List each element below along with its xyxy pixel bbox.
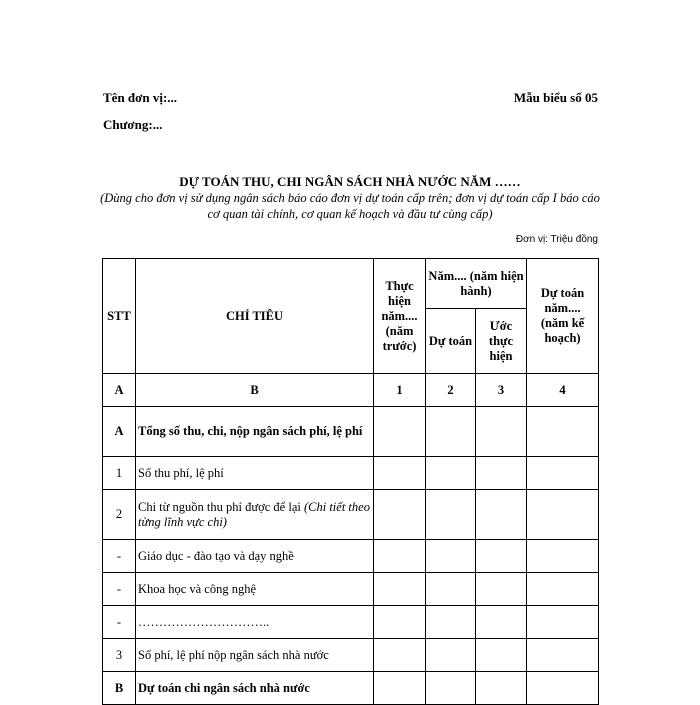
value-cell[interactable]	[426, 639, 476, 672]
value-cell[interactable]	[374, 407, 426, 457]
col-code: 2	[426, 374, 476, 407]
unit-name-label: Tên đơn vị:...	[103, 90, 178, 105]
value-cell[interactable]	[476, 407, 527, 457]
table-row	[103, 540, 599, 573]
row-label	[136, 490, 374, 540]
value-cell[interactable]	[426, 606, 476, 639]
header-prev-year: Thực hiện năm.... (năm trước)	[374, 259, 426, 374]
value-cell[interactable]	[527, 407, 599, 457]
col-code: A	[103, 374, 136, 407]
value-cell[interactable]	[374, 457, 426, 490]
value-cell[interactable]	[426, 573, 476, 606]
currency-unit-label: Đơn vị: Triệu đồng	[515, 234, 598, 245]
row-stt: A	[103, 407, 136, 457]
table-header-row	[103, 259, 599, 309]
row-stt: 3	[103, 639, 136, 672]
value-cell[interactable]	[374, 639, 426, 672]
value-cell[interactable]	[426, 540, 476, 573]
row-label: Dự toán chi ngân sách nhà nước	[136, 672, 374, 705]
table-row	[103, 457, 599, 490]
value-cell[interactable]	[527, 639, 599, 672]
value-cell[interactable]	[476, 606, 527, 639]
value-cell[interactable]	[374, 490, 426, 540]
value-cell[interactable]	[476, 540, 527, 573]
row-label: Tổng số thu, chi, nộp ngân sách phí, lệ phí	[136, 407, 374, 457]
row-stt: -	[103, 573, 136, 606]
document-subtitle: (Dùng cho đơn vị sử dụng ngân sách báo cáo đơn vị dự toán cấp trên; đơn vị dự toán cấp I báo cáo cơ quan tài chính, cơ quan kế hoạch và đầu tư cùng cấp)	[100, 191, 600, 221]
value-cell[interactable]	[426, 490, 476, 540]
header-current-year: Năm.... (năm hiện hành)	[426, 259, 527, 309]
value-cell[interactable]	[374, 540, 426, 573]
row-label: Khoa học và công nghệ	[136, 573, 374, 606]
row-label: Số thu phí, lệ phí	[136, 457, 374, 490]
header-plan-year: Dự toán năm.... (năm kế hoạch)	[527, 259, 599, 374]
value-cell[interactable]	[426, 407, 476, 457]
row-label: Giáo dục - đào tạo và dạy nghề	[136, 540, 374, 573]
header-stt: STT	[103, 259, 136, 374]
value-cell[interactable]	[527, 457, 599, 490]
value-cell[interactable]	[527, 573, 599, 606]
value-cell[interactable]	[527, 490, 599, 540]
value-cell[interactable]	[476, 490, 527, 540]
value-cell[interactable]	[374, 573, 426, 606]
table-row	[103, 639, 599, 672]
document-title: DỰ TOÁN THU, CHI NGÂN SÁCH NHÀ NƯỚC NĂM ……	[179, 174, 521, 189]
row-label-main: Chi từ nguồn thu phí được để lại	[138, 499, 304, 514]
row-stt: 1	[103, 457, 136, 490]
budget-table	[102, 258, 599, 705]
column-code-row	[103, 374, 599, 407]
row-stt: -	[103, 606, 136, 639]
table-row	[103, 490, 599, 540]
value-cell[interactable]	[374, 606, 426, 639]
row-label: …………………………..	[136, 606, 374, 639]
form-number-label: Mẫu biểu số 05	[513, 90, 598, 105]
value-cell[interactable]	[527, 606, 599, 639]
value-cell[interactable]	[476, 573, 527, 606]
chapter-label: Chương:...	[103, 117, 163, 132]
row-stt: B	[103, 672, 136, 705]
table-row	[103, 606, 599, 639]
header-indicator: CHỈ TIÊU	[136, 259, 374, 374]
row-stt: -	[103, 540, 136, 573]
header-estimate: Dự toán	[426, 309, 476, 374]
table-row	[103, 573, 599, 606]
value-cell[interactable]	[426, 457, 476, 490]
header-expected: Ước thực hiện	[476, 309, 527, 374]
value-cell[interactable]	[527, 540, 599, 573]
row-label-note: (Chi tiết theo từng lĩnh vực chi)	[138, 499, 370, 529]
table-row	[103, 407, 599, 457]
col-code: 1	[374, 374, 426, 407]
col-code: 3	[476, 374, 527, 407]
value-cell[interactable]	[476, 457, 527, 490]
col-code: 4	[527, 374, 599, 407]
col-code: B	[136, 374, 374, 407]
row-label: Số phí, lệ phí nộp ngân sách nhà nước	[136, 639, 374, 672]
value-cell[interactable]	[476, 639, 527, 672]
row-stt: 2	[103, 490, 136, 540]
